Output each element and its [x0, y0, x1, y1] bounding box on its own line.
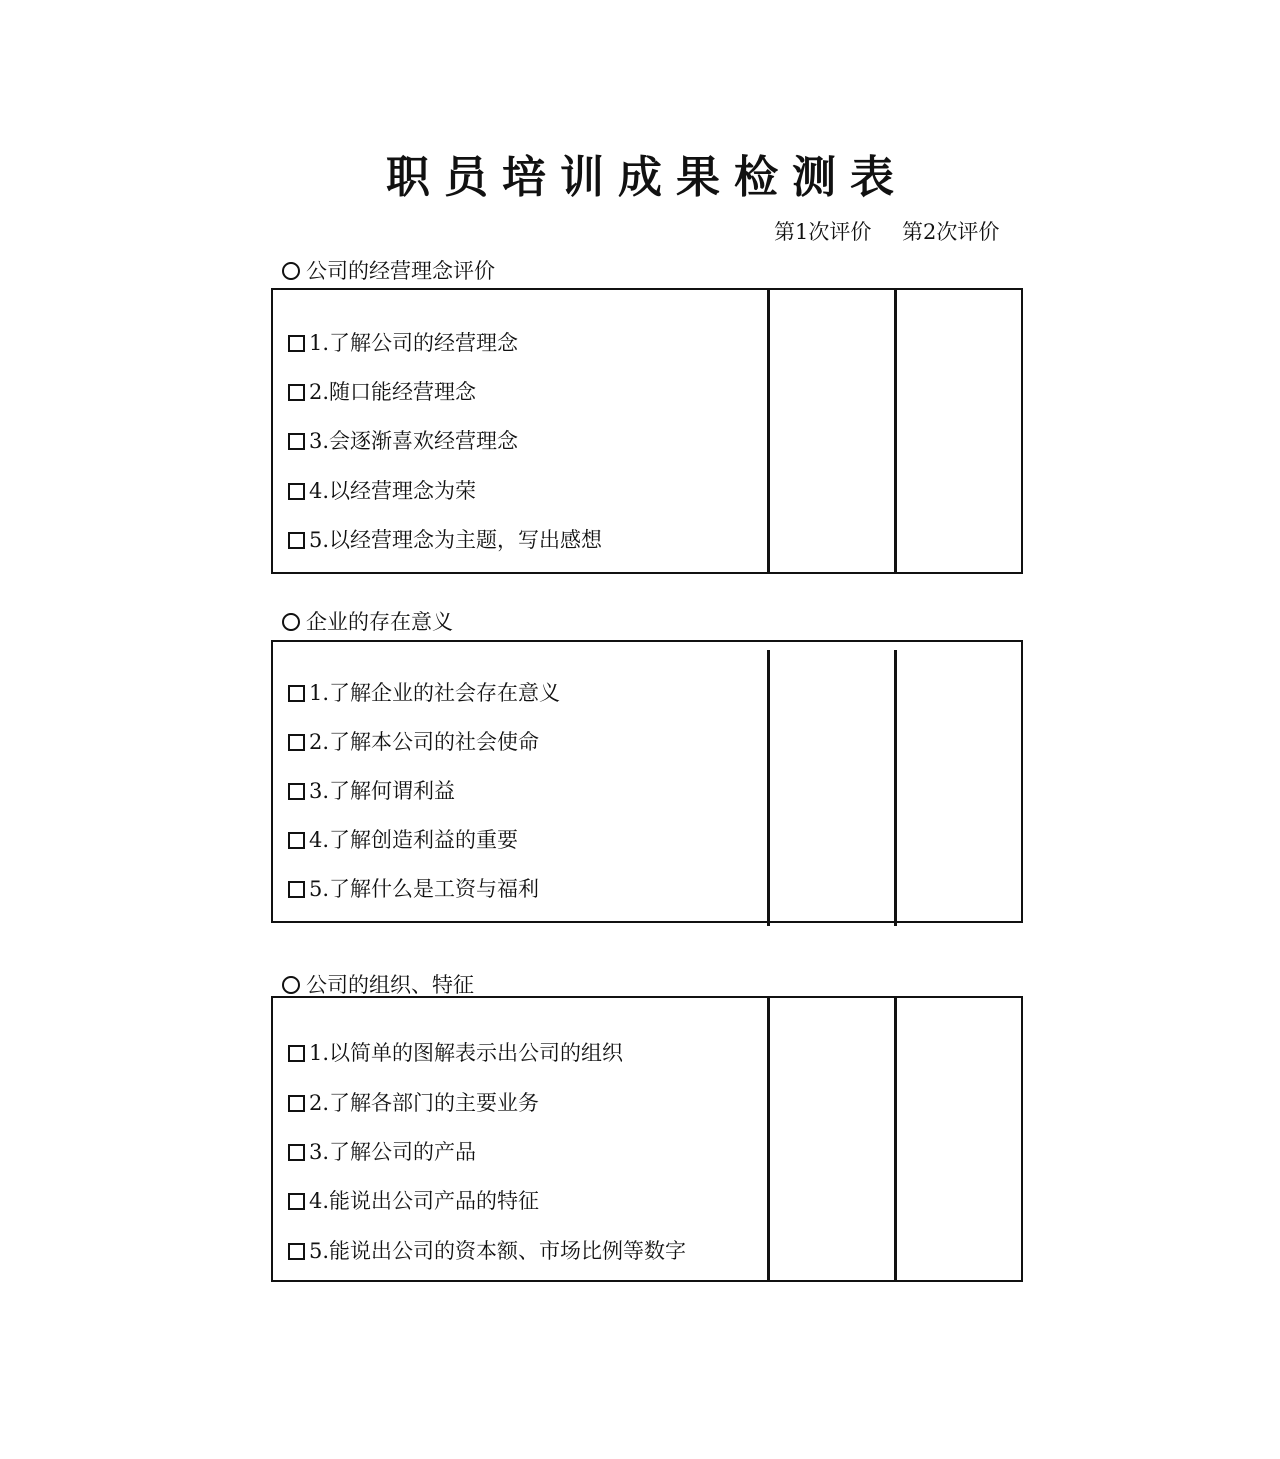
column-divider — [767, 650, 770, 926]
checkbox-icon[interactable] — [288, 1144, 305, 1161]
checklist-item-label: 4.能说出公司产品的特征 — [309, 1189, 540, 1213]
checklist-item[interactable] — [288, 329, 518, 357]
checklist-item[interactable] — [288, 1138, 476, 1166]
checklist-item-label: 3.了解公司的产品 — [309, 1140, 477, 1164]
section-heading — [282, 971, 474, 999]
checklist-item[interactable] — [288, 1039, 623, 1067]
checklist-item[interactable] — [288, 477, 476, 505]
checklist-item-label: 2.了解各部门的主要业务 — [309, 1091, 540, 1115]
checklist-item[interactable] — [288, 1237, 686, 1265]
checklist-item-label: 1.了解公司的经营理念 — [309, 331, 519, 355]
checklist-item-label: 3.会逐渐喜欢经营理念 — [309, 429, 519, 453]
checklist-item[interactable] — [288, 826, 518, 854]
checklist-item-label: 1.以简单的图解表示出公司的组织 — [309, 1041, 624, 1065]
column-divider — [767, 288, 770, 574]
checklist-item-label: 5.以经营理念为主题，写出感想 — [309, 528, 603, 552]
checkbox-icon[interactable] — [288, 483, 305, 500]
checkbox-icon[interactable] — [288, 433, 305, 450]
checklist-item[interactable] — [288, 1089, 539, 1117]
checklist-item[interactable] — [288, 875, 539, 903]
checklist-item[interactable] — [288, 777, 455, 805]
checklist-item-label: 1.了解企业的社会存在意义 — [309, 681, 561, 705]
checkbox-icon[interactable] — [288, 1045, 305, 1062]
column-divider — [767, 996, 770, 1282]
checkbox-icon[interactable] — [288, 1243, 305, 1260]
column-header-first-evaluation: 第1次评价 — [774, 220, 872, 244]
checklist-item-label: 4.了解创造利益的重要 — [309, 828, 519, 852]
checklist-item[interactable] — [288, 1187, 539, 1215]
circle-bullet-icon — [282, 613, 300, 631]
checkbox-icon[interactable] — [288, 832, 305, 849]
checklist-item-label: 3.了解何谓利益 — [309, 779, 456, 803]
column-divider — [894, 996, 897, 1282]
checklist-item-label: 2.随口能经营理念 — [309, 380, 477, 404]
section-heading — [282, 608, 453, 636]
checklist-item[interactable] — [288, 728, 539, 756]
section-heading-label: 公司的组织、特征 — [306, 973, 474, 997]
checkbox-icon[interactable] — [288, 734, 305, 751]
checklist-item[interactable] — [288, 427, 518, 455]
document-title: 职员培训成果检测表 — [386, 152, 908, 203]
column-divider — [894, 288, 897, 574]
checklist-item-label: 4.以经营理念为荣 — [309, 479, 477, 503]
checkbox-icon[interactable] — [288, 532, 305, 549]
checklist-item[interactable] — [288, 526, 602, 554]
checkbox-icon[interactable] — [288, 783, 305, 800]
checkbox-icon[interactable] — [288, 881, 305, 898]
checklist-item-label: 5.能说出公司的资本额、市场比例等数字 — [309, 1239, 687, 1263]
checklist-item[interactable] — [288, 378, 476, 406]
checkbox-icon[interactable] — [288, 384, 305, 401]
circle-bullet-icon — [282, 262, 300, 280]
checklist-item[interactable] — [288, 679, 560, 707]
checklist-item-label: 2.了解本公司的社会使命 — [309, 730, 540, 754]
checkbox-icon[interactable] — [288, 1095, 305, 1112]
evaluation-column-headers — [0, 217, 1280, 247]
column-divider — [894, 650, 897, 926]
section-heading-label: 公司的经营理念评价 — [306, 259, 495, 283]
checkbox-icon[interactable] — [288, 685, 305, 702]
section-heading — [282, 257, 495, 285]
checkbox-icon[interactable] — [288, 335, 305, 352]
circle-bullet-icon — [282, 976, 300, 994]
column-header-second-evaluation: 第2次评价 — [902, 220, 1000, 244]
checkbox-icon[interactable] — [288, 1193, 305, 1210]
checklist-item-label: 5.了解什么是工资与福利 — [309, 877, 540, 901]
section-heading-label: 企业的存在意义 — [306, 610, 453, 634]
